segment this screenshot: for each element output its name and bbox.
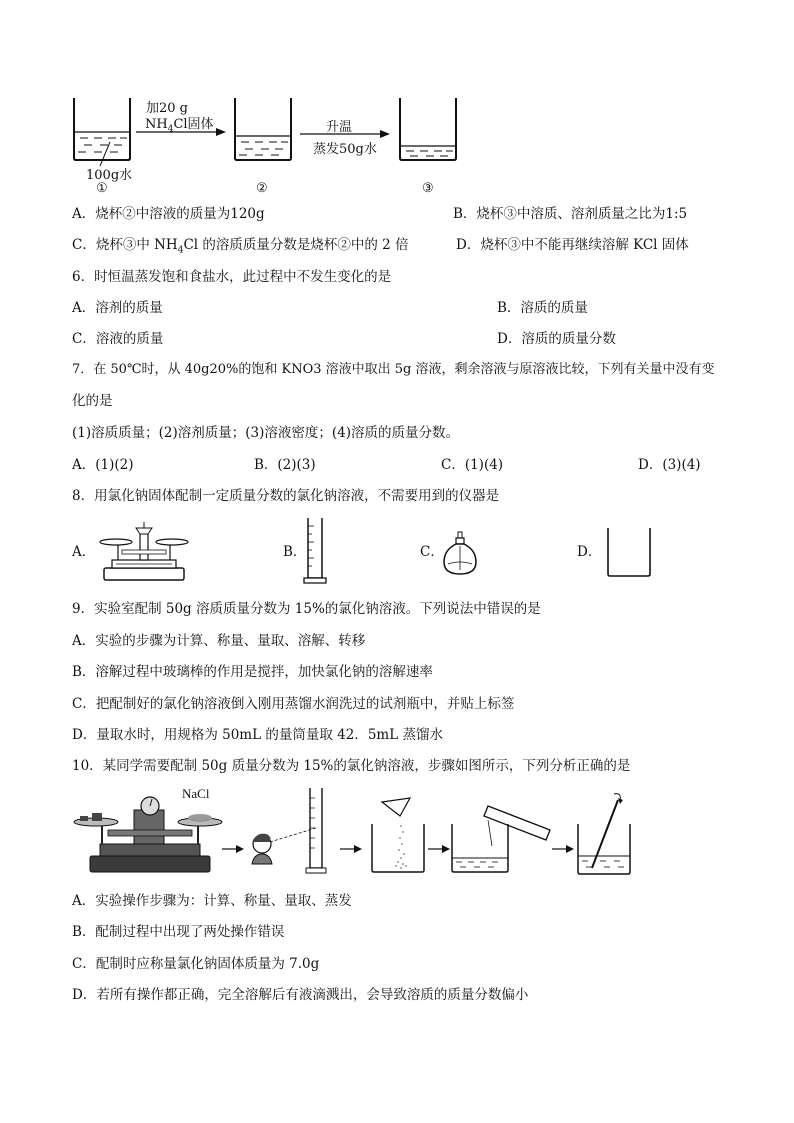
balance-scale-icon bbox=[96, 518, 192, 582]
q7-stem-line2: 化的是 bbox=[72, 393, 113, 409]
q8-stem: 8．用氯化钠固体配制一定质量分数的氯化钠溶液，不需要用到的仪器是 bbox=[72, 488, 500, 504]
q10-option-b: B．配制过程中出现了两处操作错误 bbox=[72, 924, 285, 940]
q6-option-c: C．溶液的质量 bbox=[72, 331, 164, 347]
q6-option-a: A．溶剂的质量 bbox=[72, 300, 163, 316]
q10-option-a: A．实验操作步骤为：计算、称量、量取、蒸发 bbox=[72, 893, 352, 909]
water-label: 100g水 bbox=[86, 168, 133, 183]
q9-option-a: A．实验的步骤为计算、称量、量取、溶解、转移 bbox=[72, 633, 366, 649]
q6-option-b: B．溶质的质量 bbox=[497, 300, 588, 316]
weighing-balance-icon bbox=[72, 790, 222, 876]
pouring-solid-icon bbox=[368, 796, 428, 876]
q5-option-c-pre: C．烧杯③中 NH bbox=[72, 237, 178, 253]
q7-items: (1)溶质质量；(2)溶剂质量；(3)溶液密度；(4)溶质的质量分数。 bbox=[72, 425, 459, 441]
q9-option-c: C．把配制好的氯化钠溶液倒入刚用蒸馏水润洗过的试剂瓶中，并贴上标签 bbox=[72, 696, 515, 712]
beaker-1-label: ① bbox=[96, 181, 108, 196]
arrow-1-bottom-label bbox=[145, 113, 214, 135]
q7-option-d: D．(3)(4) bbox=[638, 457, 701, 473]
q8-option-b-label: B． bbox=[283, 544, 307, 560]
q6-stem: 6．时恒温蒸发饱和食盐水，此过程中不发生变化的是 bbox=[72, 269, 392, 285]
q8-option-a-label: A． bbox=[72, 544, 96, 560]
arrow-2-bottom-label: 蒸发50g水 bbox=[313, 142, 377, 157]
arrow-step-3-icon bbox=[428, 844, 450, 854]
q9-option-b: B．溶解过程中玻璃棒的作用是搅拌，加快氯化钠的溶解速率 bbox=[72, 664, 433, 680]
q7-option-b: B．(2)(3) bbox=[254, 457, 316, 473]
q5-option-d: D．烧杯③中不能再继续溶解 KCl 固体 bbox=[456, 237, 689, 253]
fig5-beakers bbox=[0, 0, 794, 200]
q10-figure bbox=[0, 780, 794, 880]
q5-option-a-text: A．烧杯②中溶液的质量为 bbox=[72, 206, 231, 222]
q5-option-c-post: Cl 的溶质质量分数是烧杯②中的 2 倍 bbox=[183, 237, 409, 253]
q9-option-d: D．量取水时，用规格为 50mL 的量筒量取 42．5mL 蒸馏水 bbox=[72, 727, 443, 743]
arrow-step-1-icon bbox=[222, 844, 244, 854]
q8-option-c-label: C． bbox=[420, 544, 444, 560]
q8-option-d-label: D． bbox=[577, 544, 602, 560]
beaker-3-label: ③ bbox=[422, 181, 434, 196]
q7-option-a: A．(1)(2) bbox=[72, 457, 134, 473]
arrow-1-bottom-pre: NH bbox=[145, 117, 168, 132]
q6-option-d: D．溶质的质量分数 bbox=[497, 331, 616, 347]
q5-option-c bbox=[72, 236, 409, 260]
arrow-step-2-icon bbox=[340, 844, 362, 854]
arrow-step-4-icon bbox=[552, 844, 574, 854]
stirring-rod-icon bbox=[574, 788, 634, 878]
alcohol-lamp-icon bbox=[440, 526, 480, 578]
beaker-icon bbox=[606, 526, 652, 578]
arrow-1-top-label: 加20 g bbox=[146, 101, 188, 116]
q7-option-c: C．(1)(4) bbox=[441, 457, 504, 473]
graduated-cylinder-icon bbox=[300, 516, 330, 586]
q5-option-a-value: 120g bbox=[230, 206, 265, 222]
q10-option-d: D．若所有操作都正确，完全溶解后有液滴溅出，会导致溶质的质量分数偏小 bbox=[72, 987, 529, 1003]
arrow-2-top-label: 升温 bbox=[326, 120, 353, 135]
arrow-1-bottom-post: Cl固体 bbox=[173, 117, 214, 132]
beaker-3-icon bbox=[398, 96, 458, 162]
pouring-water-icon bbox=[448, 786, 558, 876]
q10-stem: 10．某同学需要配制 50g 质量分数为 15%的氯化钠溶液，步骤如图所示，下列分析正确的是 bbox=[72, 758, 631, 774]
q5-option-c-sub: 4 bbox=[177, 245, 184, 256]
nacl-label: NaCl bbox=[182, 786, 210, 801]
q5-option-a bbox=[72, 205, 265, 223]
q7-stem-line1: 7．在 50℃时，从 40g20%的饱和 KNO3 溶液中取出 5g 溶液，剩余溶液与原溶液比较，下列有关量中没有变 bbox=[72, 362, 715, 377]
arrow-1-bottom-sub: 4 bbox=[167, 124, 174, 135]
q10-option-c: C．配制时应称量氯化钠固体质量为 7.0g bbox=[72, 956, 320, 972]
beaker-2-icon bbox=[233, 96, 293, 162]
q5-option-b: B．烧杯③中溶质、溶剂质量之比为1:5 bbox=[453, 206, 688, 222]
reading-cylinder-icon bbox=[246, 784, 336, 876]
beaker-2-label: ② bbox=[256, 181, 268, 196]
q9-stem: 9．实验室配制 50g 溶质质量分数为 15%的氯化钠溶液。下列说法中错误的是 bbox=[72, 601, 541, 617]
